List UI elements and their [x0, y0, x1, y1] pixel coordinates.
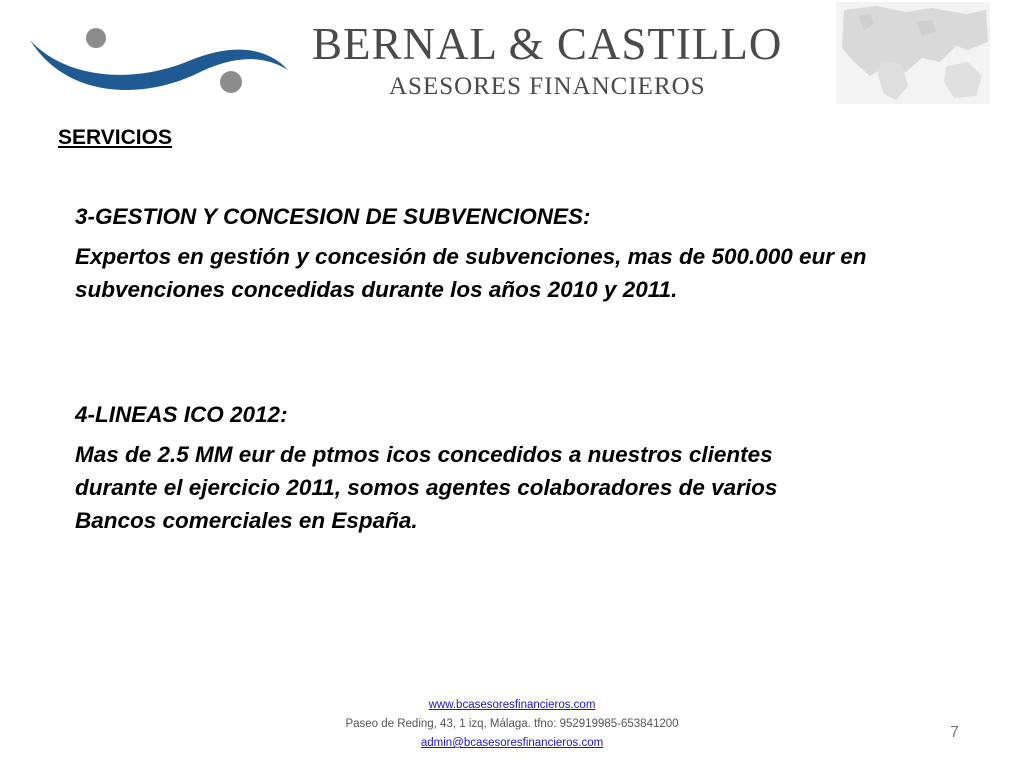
service-3-heading: 3-GESTION Y CONCESION DE SUBVENCIONES:: [75, 204, 591, 229]
service-4-heading: 4-LINEAS ICO 2012:: [75, 402, 288, 427]
footer-email-line: [0, 734, 1024, 753]
company-subtitle: ASESORES FINANCIEROS: [389, 73, 706, 100]
email-link[interactable]: admin@bcasesoresfinancieros.com: [420, 737, 604, 749]
footer-website-line: [0, 696, 1024, 715]
website-link[interactable]: www.bcasesoresfinancieros.com: [428, 699, 596, 711]
service-3-description: Expertos en gestión y concesión de subvenciones, mas de 500.000 eur en subvenciones concedidas durante los años 2010 y 2011.: [75, 244, 867, 302]
page-number: 7: [950, 724, 959, 741]
footer: [0, 696, 1024, 753]
world-map-icon: [836, 2, 990, 104]
service-4-description: Mas de 2.5 MM eur de ptmos icos concedidos a nuestros clientes durante el ejercicio 2011, somos agentes colaboradores de varios Bancos comerciales en España.: [75, 442, 778, 533]
company-logo-icon: [26, 18, 296, 108]
footer-address: Paseo de Reding, 43, 1 izq, Málaga. tfno: 952919985-653841200: [345, 718, 679, 730]
header: [0, 0, 1024, 110]
section-title: SERVICIOS: [58, 126, 172, 149]
company-name: BERNAL & CASTILLO: [312, 19, 783, 69]
